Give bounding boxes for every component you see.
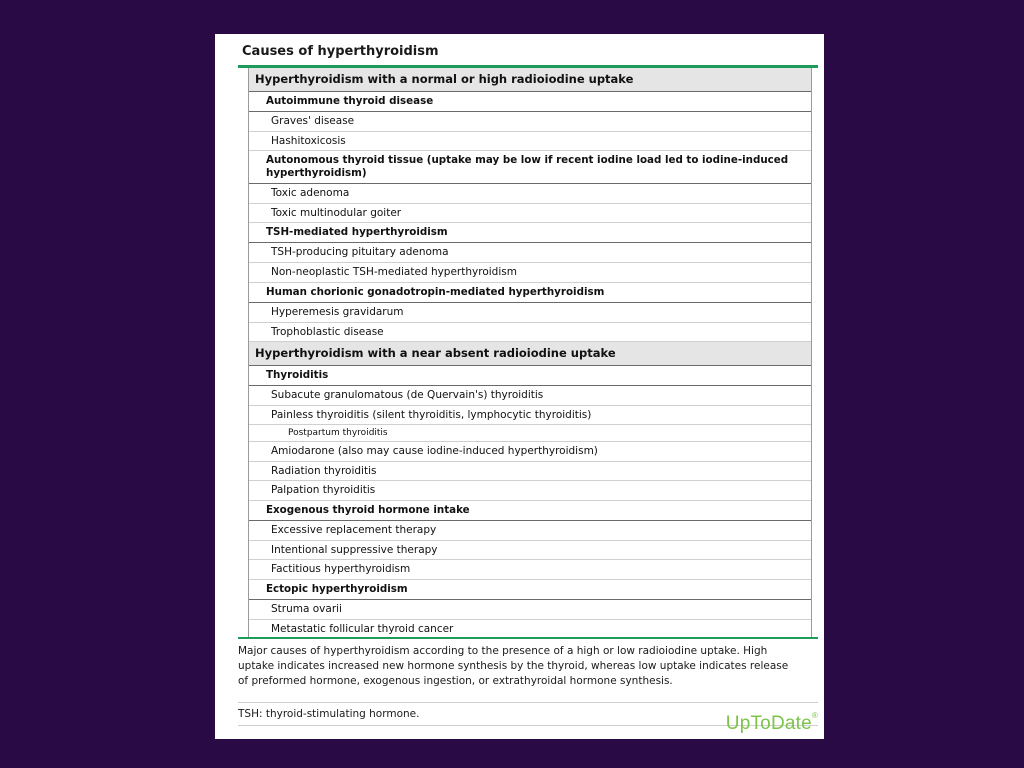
section-heading: Hyperthyroidism with a normal or high radioiodine uptake bbox=[249, 68, 811, 92]
list-item: Excessive replacement therapy bbox=[249, 521, 811, 541]
section-heading: Hyperthyroidism with a near absent radioiodine uptake bbox=[249, 342, 811, 366]
table-footnote: Major causes of hyperthyroidism according to the presence of a high or low radioiodine uptake. High uptake indicates increased new hormone synthesis by the thyroid, whereas low uptake indicates release of preformed hormone, exogenous ingestion, or extrathyroidal hormone synthesis. bbox=[238, 645, 789, 687]
list-item: Struma ovarii bbox=[249, 600, 811, 620]
list-item: Metastatic follicular thyroid cancer bbox=[249, 620, 811, 639]
list-item: Hyperemesis gravidarum bbox=[249, 303, 811, 323]
group-heading: Thyroiditis bbox=[249, 366, 811, 386]
list-item: Toxic adenoma bbox=[249, 184, 811, 204]
list-item: Palpation thyroiditis bbox=[249, 481, 811, 501]
document-title: Causes of hyperthyroidism bbox=[242, 44, 439, 59]
uptodate-logo bbox=[726, 713, 818, 735]
list-item: Amiodarone (also may cause iodine-induced hyperthyroidism) bbox=[249, 442, 811, 462]
causes-table bbox=[248, 68, 812, 639]
group-heading: Exogenous thyroid hormone intake bbox=[249, 501, 811, 521]
list-item: Radiation thyroiditis bbox=[249, 462, 811, 481]
abbreviation-note: TSH: thyroid-stimulating hormone. bbox=[238, 708, 420, 720]
group-heading: Ectopic hyperthyroidism bbox=[249, 580, 811, 600]
list-item: Subacute granulomatous (de Quervain's) thyroiditis bbox=[249, 386, 811, 406]
list-item: Painless thyroiditis (silent thyroiditis, lymphocytic thyroiditis) bbox=[249, 406, 811, 425]
registered-mark: ® bbox=[811, 711, 818, 720]
group-heading: Human chorionic gonadotropin-mediated hyperthyroidism bbox=[249, 283, 811, 303]
list-item: Factitious hyperthyroidism bbox=[249, 560, 811, 580]
table-bottom-divider bbox=[238, 637, 818, 639]
list-item: Intentional suppressive therapy bbox=[249, 541, 811, 560]
logo-text: UpToDate bbox=[725, 713, 812, 734]
list-item: Trophoblastic disease bbox=[249, 323, 811, 342]
list-subitem: Postpartum thyroiditis bbox=[249, 425, 811, 442]
list-item: Graves' disease bbox=[249, 112, 811, 132]
footnote-divider bbox=[238, 702, 818, 703]
group-heading: TSH-mediated hyperthyroidism bbox=[249, 223, 811, 243]
group-heading: Autonomous thyroid tissue (uptake may be low if recent iodine load led to iodine-induced hyperthyroidism) bbox=[249, 151, 811, 184]
group-heading: Autoimmune thyroid disease bbox=[249, 92, 811, 112]
list-item: Hashitoxicosis bbox=[249, 132, 811, 151]
list-item: Toxic multinodular goiter bbox=[249, 204, 811, 223]
list-item: Non-neoplastic TSH-mediated hyperthyroidism bbox=[249, 263, 811, 283]
list-item: TSH-producing pituitary adenoma bbox=[249, 243, 811, 263]
document-card bbox=[215, 34, 824, 739]
